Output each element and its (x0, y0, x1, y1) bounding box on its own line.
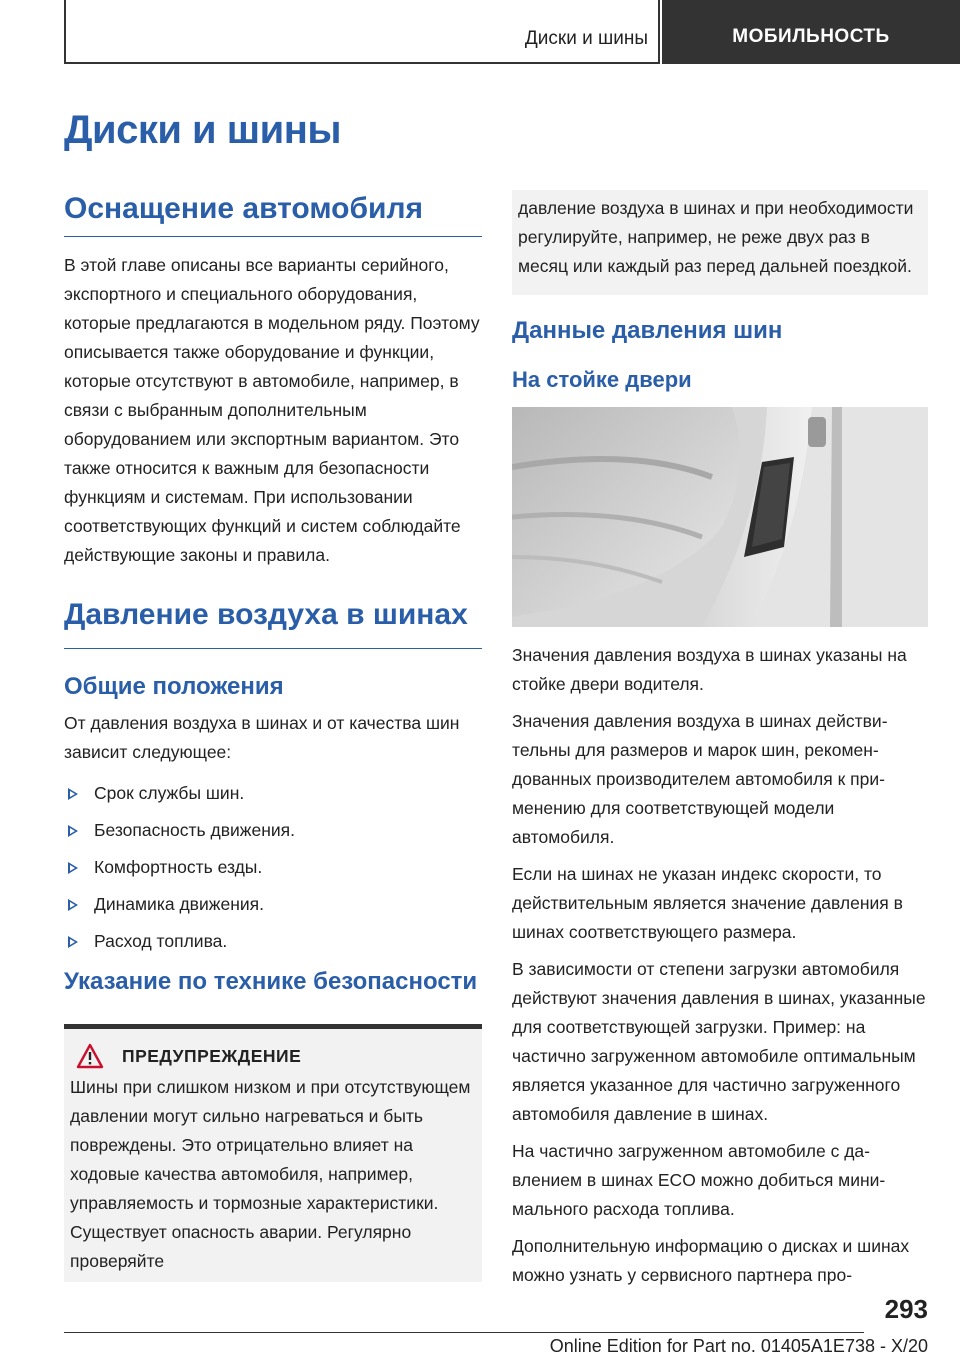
header-chapter: Диски и шины (524, 28, 648, 49)
left-column (64, 190, 482, 1282)
door-pillar-illustration (512, 407, 928, 627)
right-column (512, 190, 928, 1298)
header-chapter-box (64, 0, 660, 64)
paragraph-4: В зависимости от степени загрузки автомобиля действуют значения давления в шинах, указанные для соответствующей загрузки. Пример: на частично загруженном автомобиле оптимальным является указанное для частично загруженного автомобиля давление в шинах. (512, 959, 926, 1124)
page-header (64, 0, 960, 64)
triangle-bullet-icon (68, 899, 78, 911)
triangle-bullet-icon (68, 936, 78, 948)
general-heading: Общие положения (64, 673, 284, 700)
header-section-tab: МОБИЛЬНОСТЬ (662, 0, 960, 64)
paragraph-2: Значения давления воздуха в шинах действительны для размеров и марок шин, рекомендованных производителем автомобиля к применению для соответствующей модели автомобиля. (512, 711, 888, 847)
door-pillar-photo (512, 407, 928, 627)
warning-box (64, 1024, 482, 1282)
list-item: Безопасность движения. (64, 816, 482, 845)
equipment-heading: Оснащение автомобиля (64, 190, 482, 237)
bullet-list (64, 779, 482, 956)
paragraph-5: На частично загруженном автомобиле с давлением в шинах ECO можно добиться минимального расхода топлива. (512, 1141, 886, 1219)
paragraph-6: Дополнительную информацию о дисках и шинах можно узнать у сервисного партнера про- (512, 1236, 910, 1285)
page-number: 293 (884, 1294, 928, 1324)
pressure-data-heading: Данные давления шин (512, 317, 783, 344)
list-item: Срок службы шин. (64, 779, 482, 808)
triangle-bullet-icon (68, 862, 78, 874)
general-text: От давления воздуха в шинах и от качества шин зависит следующее: (64, 713, 460, 762)
list-item: Расход топлива. (64, 927, 482, 956)
footer-divider (64, 1332, 864, 1333)
paragraph-3: Если на шинах не указан индекс скорости, то действительным является значение давления в шинах соответствующего размера. (512, 864, 903, 942)
triangle-bullet-icon (68, 825, 78, 837)
warning-title: ПРЕДУПРЕЖДЕНИЕ (122, 1045, 302, 1066)
paragraph-1: Значения давления воздуха в шинах указаны на стойке двери водителя. (512, 645, 907, 694)
door-pillar-heading: На стойке двери (512, 367, 692, 392)
safety-heading: Указание по технике безопасности (64, 968, 478, 995)
warning-continuation-text: давление воздуха в шинах и при необходимости регулируйте, например, не реже двух раз в месяц или каждый раз перед дальней поездкой. (518, 198, 914, 276)
list-item: Динамика движения. (64, 890, 482, 919)
page-title: Диски и шины (64, 108, 342, 152)
warning-continuation-box (512, 190, 928, 295)
triangle-bullet-icon (68, 788, 78, 800)
tire-pressure-heading: Давление воздуха в шинах (64, 596, 482, 649)
list-item: Комфортность езды. (64, 853, 482, 882)
footer-edition: Online Edition for Part no. 01405A1E738 - X/20 (549, 1336, 928, 1356)
equipment-text: В этой главе описаны все варианты серийного, экспортного и специального оборудования, которые предлагаются в модельном ряду. Поэтому описывается также оборудование и функции, которые отсутствуют в автомобиле, например, в связи с выбранным дополнительным оборудованием или экспортным вариантом. Это также относится к важным для безопасности функциям и системам. При использовании соответствующих функций и систем соблюдайте действующие законы и правила. (64, 255, 480, 565)
warning-triangle-icon (76, 1043, 104, 1069)
warning-text: Шины при слишком низком и при отсутствующем давлении могут сильно нагреваться и быть повреждены. Это отрицательно влияет на ходовые качества автомобиля, например, управляемость и тормозные характеристики. Существует опасность аварии. Регулярно проверяйте (70, 1077, 471, 1271)
